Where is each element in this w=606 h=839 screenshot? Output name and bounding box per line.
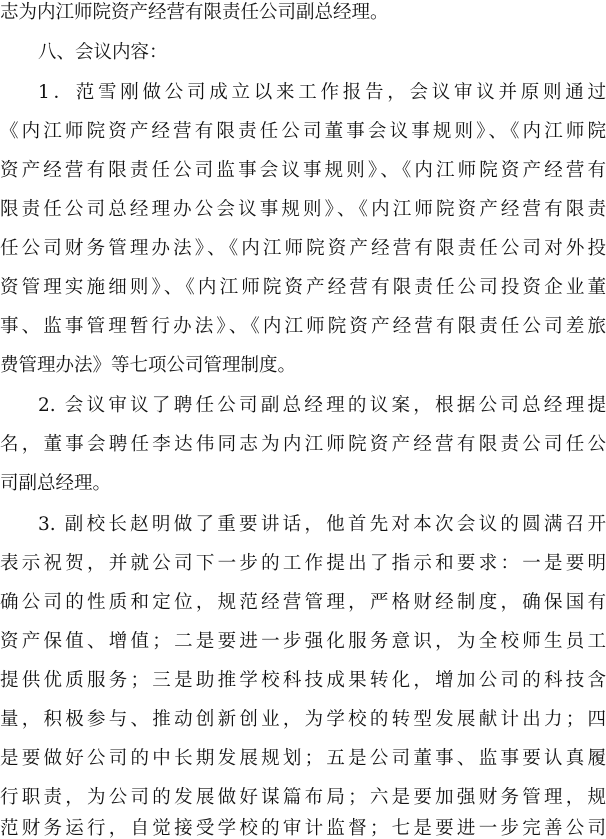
text-line: 量，积极参与、推动创新创业，为学校的转型发展献计出力；四 <box>0 709 606 730</box>
text-line: 费管理办法》等七项公司管理制度。 <box>0 355 297 376</box>
text-line: 1．范雪刚做公司成立以来工作报告，会议审议并原则通过 <box>38 82 606 103</box>
text-line: 资产经营有限责任公司监事会议事规则》、《内江师院资产经营有 <box>0 160 606 181</box>
section-heading: 八、会议内容： <box>38 42 168 63</box>
text-line: 3. 副校长赵明做了重要讲话，他首先对本次会议的圆满召开 <box>38 514 606 535</box>
text-line: 事、监事管理暂行办法》、《内江师院资产经营有限责任公司差旅 <box>0 316 606 337</box>
text-line: 《内江师院资产经营有限责任公司董事会议事规则》、《内江师院 <box>0 121 606 142</box>
text-line: 限责任公司总经理办公会议事规则》、《内江师院资产经营有限责 <box>0 199 606 220</box>
text-line: 资产保值、增值；二是要进一步强化服务意识，为全校师生员工 <box>0 631 606 652</box>
text-line: 是要做好公司的中长期发展规划；五是公司董事、监事要认真履 <box>0 748 606 769</box>
text-line: 表示祝贺，并就公司下一步的工作提出了指示和要求：一是要明 <box>0 553 606 574</box>
text-line: 范财务运行，自觉接受学校的审计监督；七是要进一步完善公司 <box>0 818 606 839</box>
text-line: 司副总经理。 <box>0 473 112 494</box>
text-line: 2. 会议审议了聘任公司副总经理的议案，根据公司总经理提 <box>38 395 606 416</box>
text-line: 行职责，为公司的发展做好谋篇布局；六是要加强财务管理，规 <box>0 787 606 808</box>
text-line: 确公司的性质和定位，规范经营管理，严格财经制度，确保国有 <box>0 592 606 613</box>
text-line: 志为内江师院资产经营有限责任公司副总经理。 <box>0 2 389 23</box>
text-line: 资管理实施细则》、《内江师院资产经营有限责任公司投资企业董 <box>0 277 606 298</box>
text-line: 任公司财务管理办法》、《内江师院资产经营有限责任公司对外投 <box>0 238 606 259</box>
text-line: 提供优质服务；三是助推学校科技成果转化，增加公司的科技含 <box>0 670 606 691</box>
text-line: 名，董事会聘任李达伟同志为内江师院资产经营有限责公司任公 <box>0 434 606 455</box>
